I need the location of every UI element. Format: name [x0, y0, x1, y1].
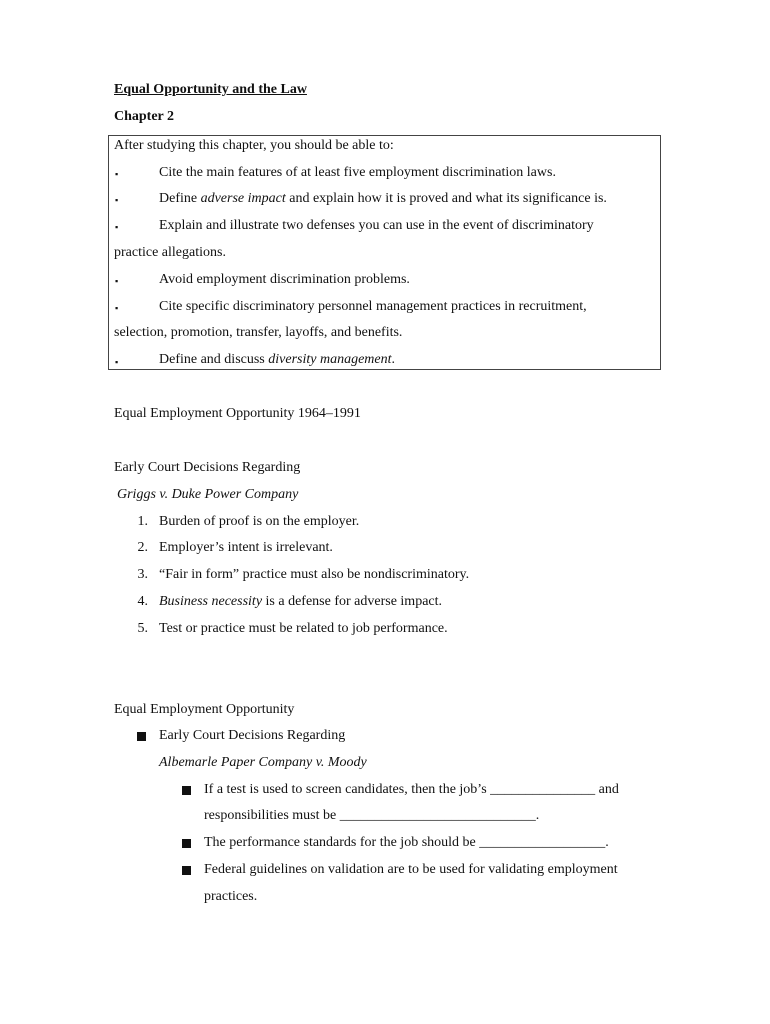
objective-text: and explain how it is proved and what its significance is.	[285, 191, 607, 206]
square-bullet-icon	[182, 786, 191, 795]
section-subheading: Early Court Decisions Regarding	[114, 460, 301, 475]
objective-text: Define	[159, 191, 201, 206]
list-item: Test or practice must be related to job performance.	[159, 621, 448, 636]
list-item: The performance standards for the job should be __________________.	[204, 835, 609, 850]
list-item: “Fair in form” practice must also be nondiscriminatory.	[159, 567, 470, 582]
objective-item: Cite the main features of at least five employment discrimination laws.	[159, 165, 556, 180]
list-number: 4.	[137, 594, 148, 609]
list-item: Burden of proof is on the employer.	[159, 514, 360, 529]
list-number: 5.	[137, 621, 148, 636]
learning-objectives-box	[108, 135, 661, 370]
objective-item: Cite specific discriminatory personnel management practices in recruitment,	[159, 299, 587, 314]
objective-item	[159, 351, 395, 369]
objective-item-continuation: selection, promotion, transfer, layoffs, and benefits.	[114, 325, 403, 340]
list-number: 2.	[137, 540, 148, 555]
list-number: 1.	[137, 514, 148, 529]
square-bullet-icon	[182, 866, 191, 875]
objective-item: Explain and illustrate two defenses you can use in the event of discriminatory	[159, 218, 594, 233]
objective-item: Avoid employment discrimination problems.	[159, 272, 410, 287]
list-item-continuation: practices.	[204, 889, 258, 904]
objective-term: adverse impact	[200, 191, 286, 206]
objective-item-continuation: practice allegations.	[114, 245, 226, 260]
section-heading: Equal Employment Opportunity	[114, 702, 295, 717]
objective-item	[159, 190, 607, 208]
chapter-label: Chapter 2	[114, 109, 175, 124]
case-name: Albemarle Paper Company v. Moody	[159, 755, 367, 770]
list-number: 3.	[137, 567, 148, 582]
objective-term: diversity management	[268, 352, 392, 367]
objectives-intro: After studying this chapter, you should be able to:	[114, 138, 394, 153]
bullet-icon: ▪	[115, 276, 119, 286]
bullet-icon: ▪	[115, 195, 119, 205]
list-item: Federal guidelines on validation are to be used for validating employment	[204, 862, 618, 877]
bullet-icon: ▪	[115, 357, 119, 367]
case-name: Griggs v. Duke Power Company	[117, 487, 299, 502]
list-item: Employer’s intent is irrelevant.	[159, 540, 333, 555]
objective-text: .	[391, 352, 396, 367]
square-bullet-icon	[182, 839, 191, 848]
section-heading: Equal Employment Opportunity 1964–1991	[114, 406, 361, 421]
bullet-icon: ▪	[115, 303, 119, 313]
list-item: If a test is used to screen candidates, then the job’s _______________ and	[204, 782, 619, 797]
list-text: is a defense for adverse impact.	[262, 594, 443, 609]
objective-text: Define and discuss	[159, 352, 269, 367]
list-item	[159, 594, 442, 610]
square-bullet-icon	[137, 732, 146, 741]
bullet-icon: ▪	[115, 222, 119, 232]
bullet-icon: ▪	[115, 169, 119, 179]
document-title: Equal Opportunity and the Law	[114, 82, 307, 97]
section-subheading: Early Court Decisions Regarding	[159, 728, 346, 743]
list-term: Business necessity	[159, 594, 263, 609]
list-item-continuation: responsibilities must be ____________________________.	[204, 808, 540, 823]
